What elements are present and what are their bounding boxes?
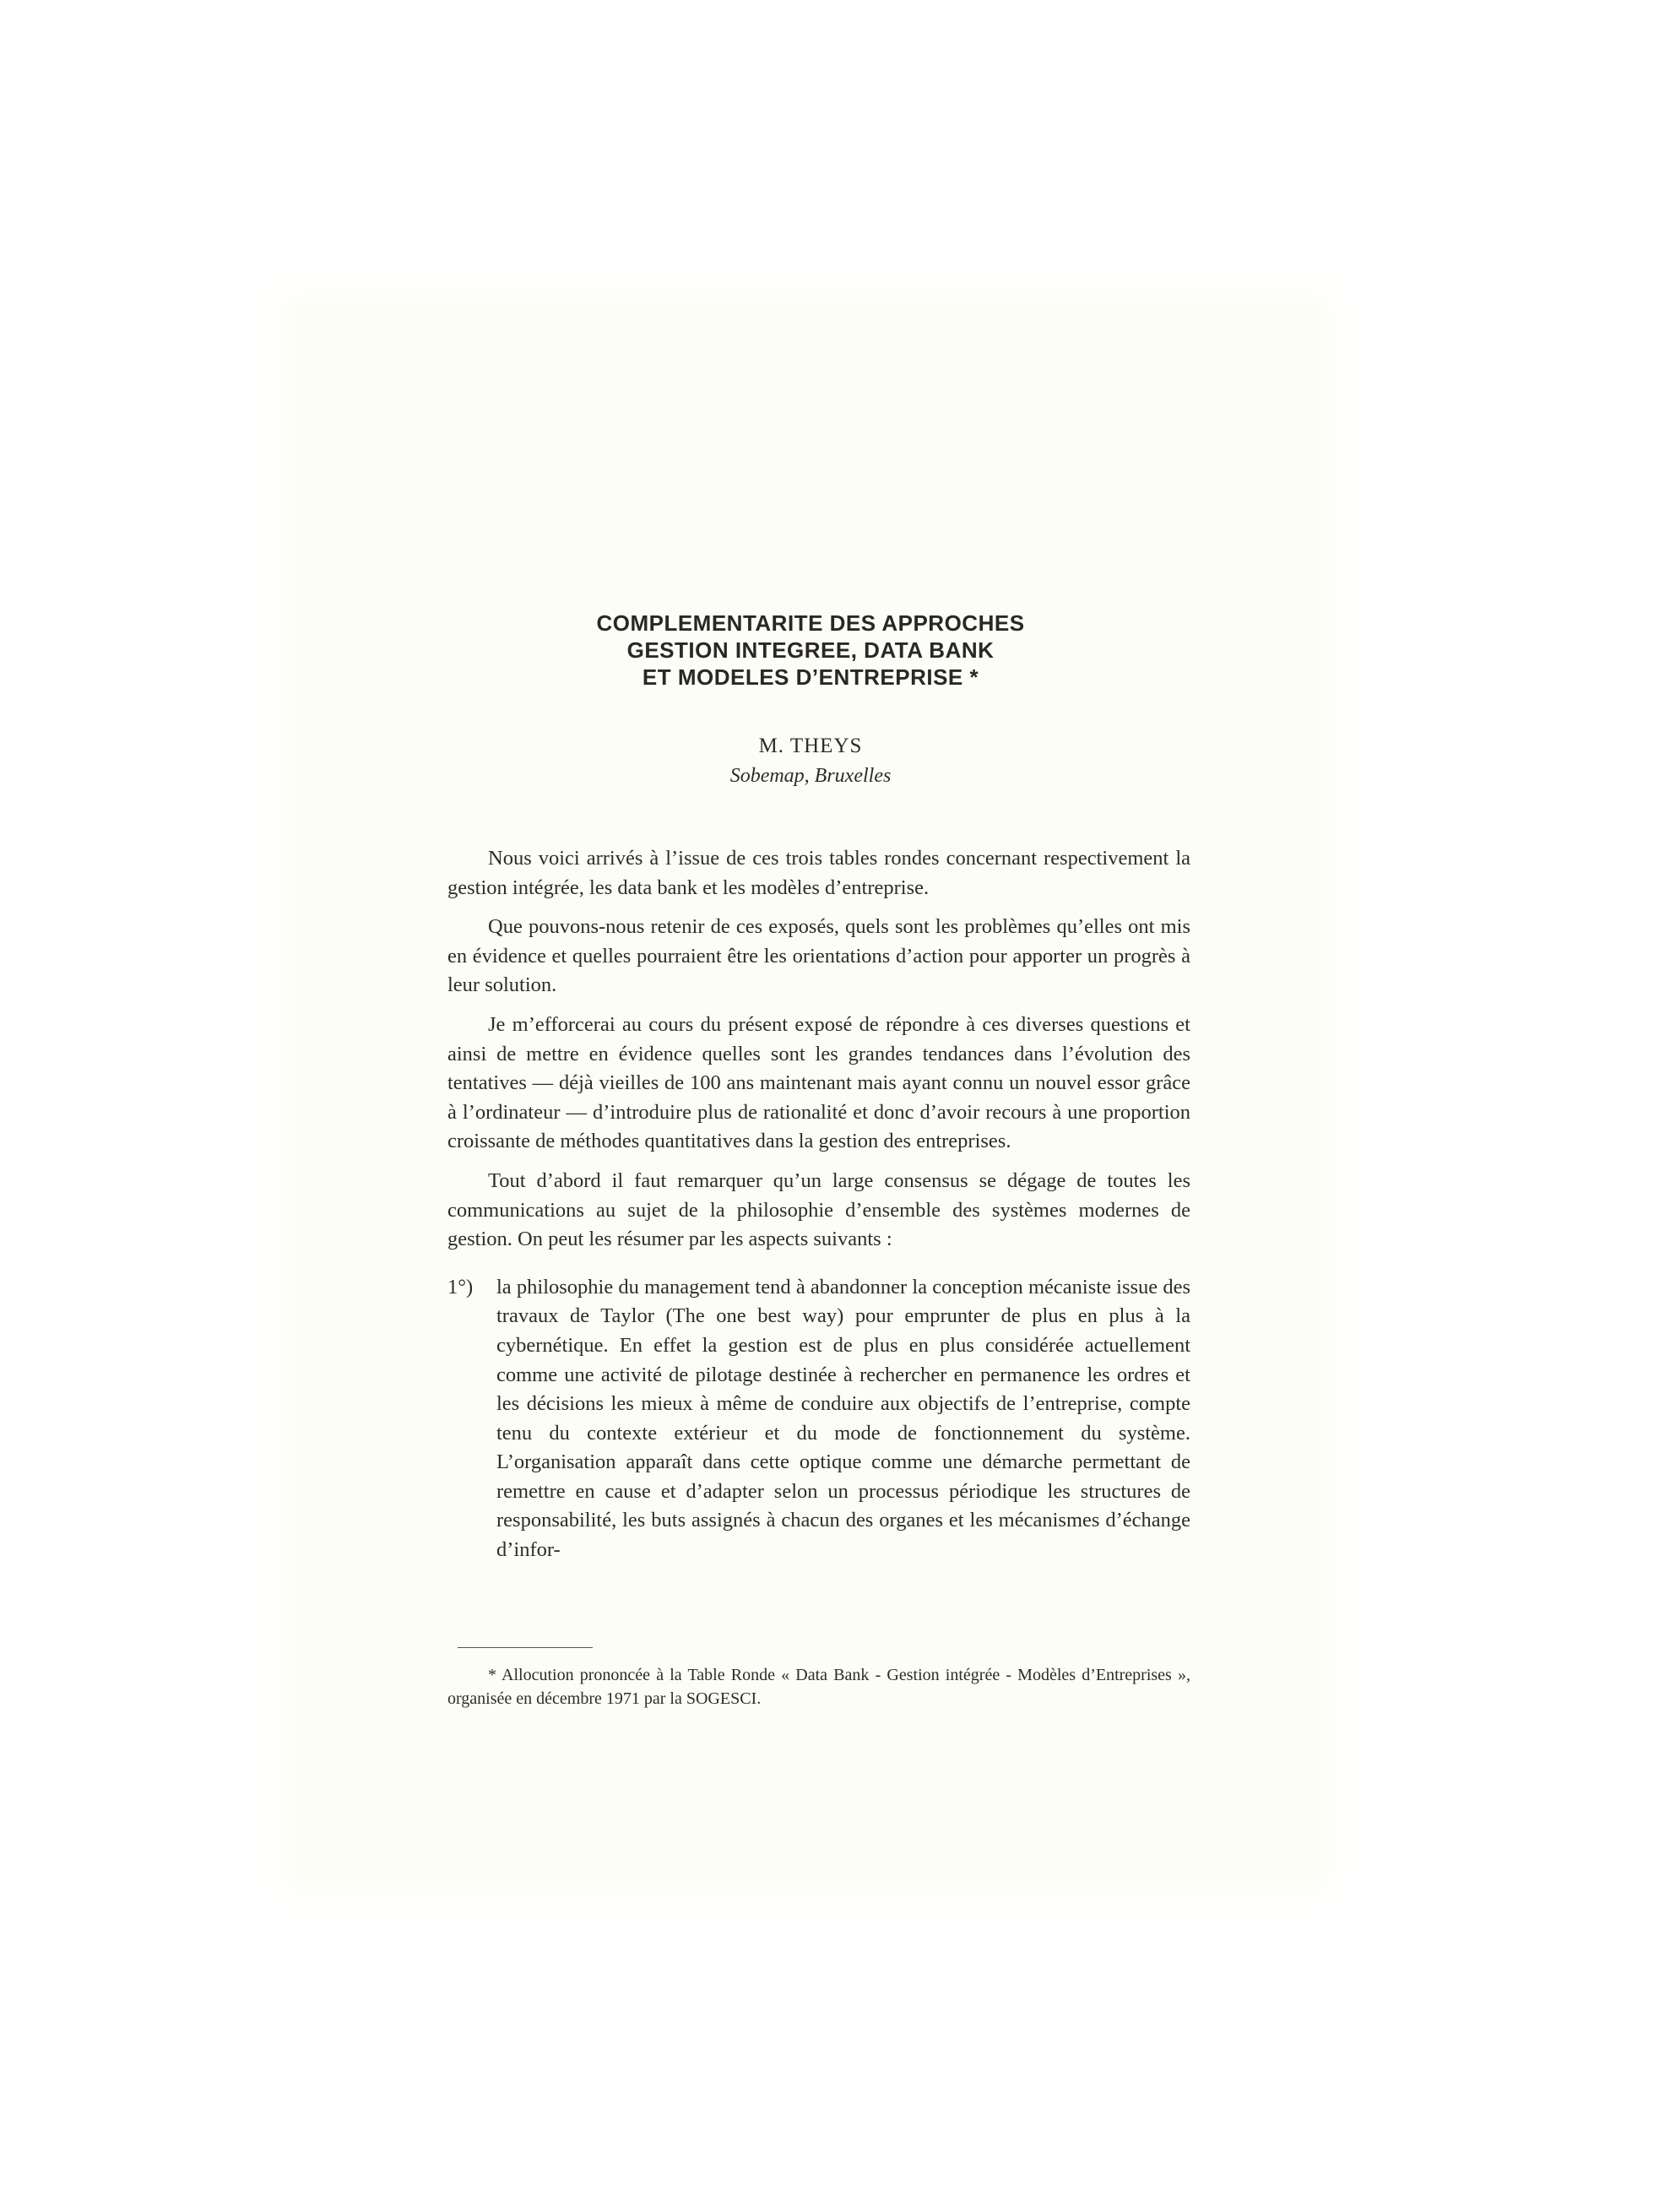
- list-item: [447, 1273, 1190, 1565]
- paragraph-3: Je m’efforcerai au cours du présent exposé de répondre à ces diverses questions et ainsi de mettre en évidence quelles sont les grandes tendances dans l’évolution des tentatives — déjà vieilles de 100 ans maintenant mais ayant connu un nouvel essor grâce à l’ordinateur — d’introduire plus de rationalité et donc d’avoir recours à une proportion croissante de méthodes quantitatives dans la gestion des entreprises.: [447, 1012, 1190, 1153]
- list-item-number: 1°): [447, 1275, 474, 1298]
- list-item-text: la philosophie du management tend à abandonner la conception mécaniste issue des travaux de Taylor (The one best way) pour emprunter de plus en plus à la cybernétique. En effet la gestion est de plus en plus considérée actuellement comme une activité de pilotage destinée à rechercher en permanence les ordres et les décisions les mieux à même de conduire aux objectifs de l’entreprise, compte tenu du contexte extérieur et du mode de fonctionnement du système. L’organisation apparaît dans cette optique comme une démarche permettant de remettre en cause et d’adapter selon un processus périodique les structures de responsabilité, les buts assignés à chacun des organes et les mécanismes d’échange d’infor-: [496, 1275, 1190, 1562]
- title-line-1: COMPLEMENTARITE DES APPROCHES: [596, 610, 1025, 636]
- footnote: * Allocution prononcée à la Table Ronde « Data Bank - Gestion intégrée - Modèles d’Entreprises », organisée en décembre 1971 par la SOGESCI.: [447, 1666, 1190, 1708]
- title-line-3: ET MODELES D’ENTREPRISE *: [642, 664, 979, 690]
- title-line-2: GESTION INTEGREE, DATA BANK: [626, 637, 995, 663]
- article-body: [447, 844, 1190, 1565]
- footnote-divider: [458, 1647, 593, 1648]
- paragraph-2: Que pouvons-nous retenir de ces exposés, quels sont les problèmes qu’elles ont mis en évidence et quelles pourraient être les orientations d’action pour apporter un progrès à leur solution.: [447, 915, 1190, 997]
- author-affiliation: Sobemap, Bruxelles: [729, 765, 892, 787]
- article-title: [473, 610, 1148, 691]
- author-name: M. THEYS: [758, 735, 863, 757]
- paragraph-1: Nous voici arrivés à l’issue de ces trois tables rondes concernant respectivement la gestion intégrée, les data bank et les modèles d’entreprise.: [447, 847, 1190, 899]
- paragraph-4: Tout d’abord il faut remarquer qu’un large consensus se dégage de toutes les communications au sujet de la philosophie d’ensemble des systèmes modernes de gestion. On peut les résumer par les aspects suivants :: [447, 1168, 1190, 1251]
